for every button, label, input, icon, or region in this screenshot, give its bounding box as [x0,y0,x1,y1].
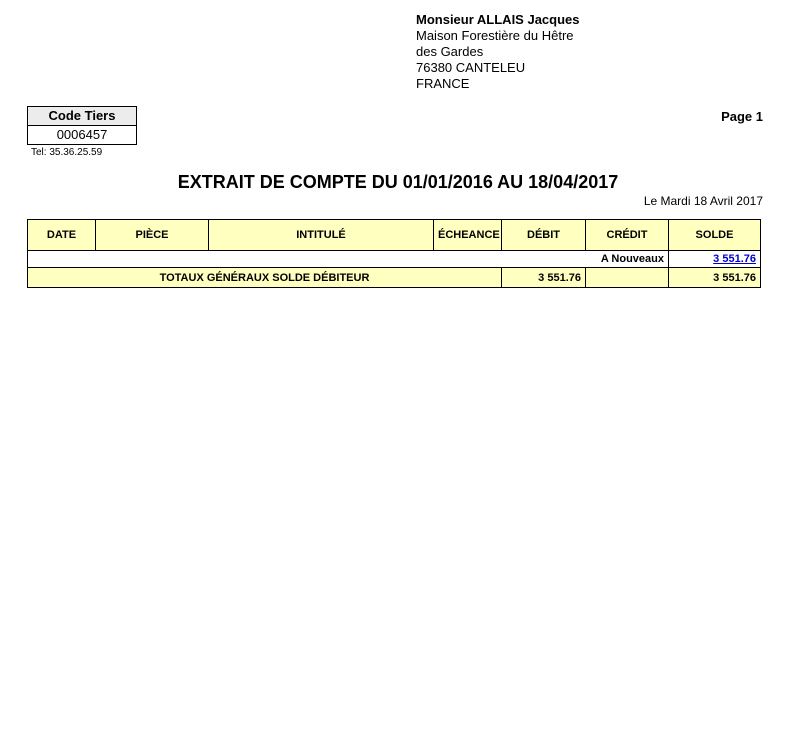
table-header-row [28,220,761,251]
header-intitule: INTITULÉ [209,220,434,251]
address-line-2: des Gardes [416,44,484,59]
header-piece: PIÈCE [96,220,209,251]
account-statement-table [27,219,761,288]
totaux-debit: 3 551.76 [502,268,586,288]
telephone: Tel: 35.36.25.59 [31,147,103,158]
code-tiers-label: Code Tiers [28,107,136,126]
a-nouveaux-solde-cell [669,251,761,268]
recipient-name: Monsieur ALLAIS Jacques [416,12,580,27]
table-row [28,268,761,288]
document-title: EXTRAIT DE COMPTE DU 01/01/2016 AU 18/04/2017 [177,172,619,192]
address-line-1: Maison Forestière du Hêtre [416,28,574,43]
header-echeance: ÉCHEANCE [434,220,502,251]
document-date: Le Mardi 18 Avril 2017 [643,194,763,208]
totaux-credit [586,268,669,288]
recipient-address [416,12,580,92]
a-nouveaux-solde-link[interactable]: 3 551.76 [713,253,756,265]
address-line-3: 76380 CANTELEU [416,60,526,75]
header-date: DATE [28,220,96,251]
page-number: Page 1 [721,109,763,124]
totaux-solde: 3 551.76 [669,268,761,288]
code-tiers-value: 0006457 [56,127,108,142]
code-tiers-box [27,106,137,145]
header-credit: CRÉDIT [586,220,669,251]
totaux-label: TOTAUX GÉNÉRAUX SOLDE DÉBITEUR [28,268,502,288]
a-nouveaux-label: A Nouveaux [28,251,669,268]
table-row [28,251,761,268]
address-line-4: FRANCE [416,76,470,91]
header-debit: DÉBIT [502,220,586,251]
header-solde: SOLDE [669,220,761,251]
